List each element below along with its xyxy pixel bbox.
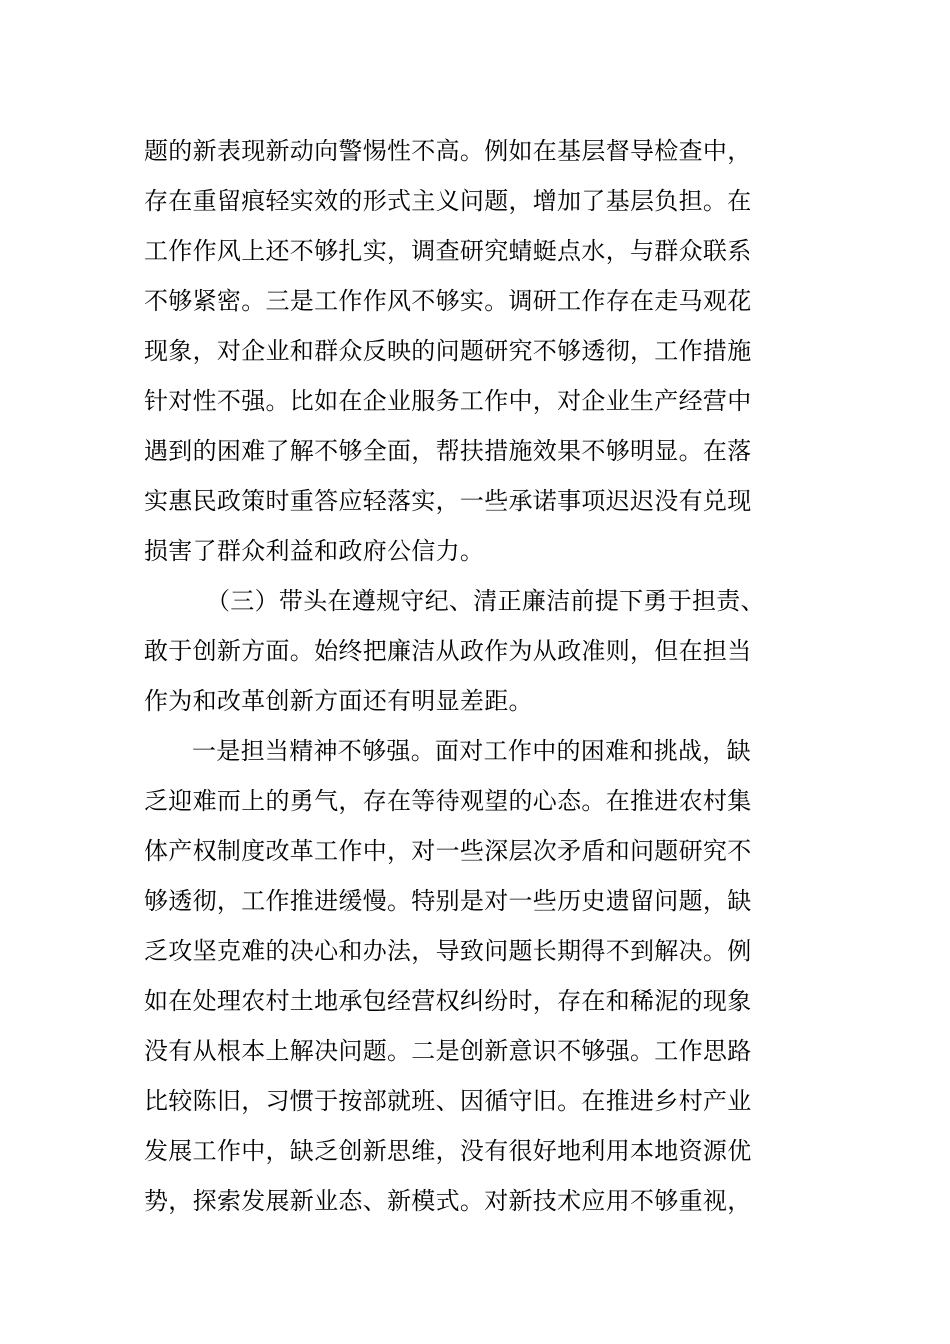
text-line: 存在重留痕轻实效的形式主义问题，增加了基层负担。在 <box>144 187 752 215</box>
text-line: 体产权制度改革工作中，对一些深层次矛盾和问题研究不 <box>144 837 752 865</box>
section-heading-line: （三）带头在遵规守纪、清正廉洁前提下勇于担责、 <box>206 587 765 615</box>
text-line: 题的新表现新动向警惕性不高。例如在基层督导检查中， <box>144 137 752 165</box>
text-line: 敢于创新方面。始终把廉洁从政作为从政准则，但在担当 <box>144 637 752 665</box>
text-line: 没有从根本上解决问题。二是创新意识不够强。工作思路 <box>144 1037 752 1065</box>
text-line: 势，探索发展新业态、新模式。对新技术应用不够重视， <box>144 1187 752 1215</box>
text-line: 实惠民政策时重答应轻落实，一些承诺事项迟迟没有兑现 <box>144 487 752 515</box>
text-line: 工作作风上还不够扎实，调查研究蜻蜓点水，与群众联系 <box>144 237 752 265</box>
text-line: 现象，对企业和群众反映的问题研究不够透彻，工作措施 <box>144 337 752 365</box>
paragraph-start-line: 一是担当精神不够强。面对工作中的困难和挑战，缺 <box>192 737 751 765</box>
text-line: 乏迎难而上的勇气，存在等待观望的心态。在推进农村集 <box>144 787 752 815</box>
text-line: 发展工作中，缺乏创新思维，没有很好地利用本地资源优 <box>144 1137 752 1165</box>
text-line: 乏攻坚克难的决心和办法，导致问题长期得不到解决。例 <box>144 937 752 965</box>
text-line: 够透彻，工作推进缓慢。特别是对一些历史遗留问题，缺 <box>144 887 752 915</box>
text-line: 作为和改革创新方面还有明显差距。 <box>144 687 533 715</box>
text-line: 损害了群众利益和政府公信力。 <box>144 537 485 565</box>
text-line: 比较陈旧，习惯于按部就班、因循守旧。在推进乡村产业 <box>144 1087 752 1115</box>
document-body <box>144 126 810 1226</box>
text-line: 如在处理农村土地承包经营权纠纷时，存在和稀泥的现象 <box>144 987 752 1015</box>
text-line: 不够紧密。三是工作作风不够实。调研工作存在走马观花 <box>144 287 752 315</box>
text-line: 遇到的困难了解不够全面，帮扶措施效果不够明显。在落 <box>144 437 752 465</box>
text-line: 针对性不强。比如在企业服务工作中，对企业生产经营中 <box>144 387 752 415</box>
